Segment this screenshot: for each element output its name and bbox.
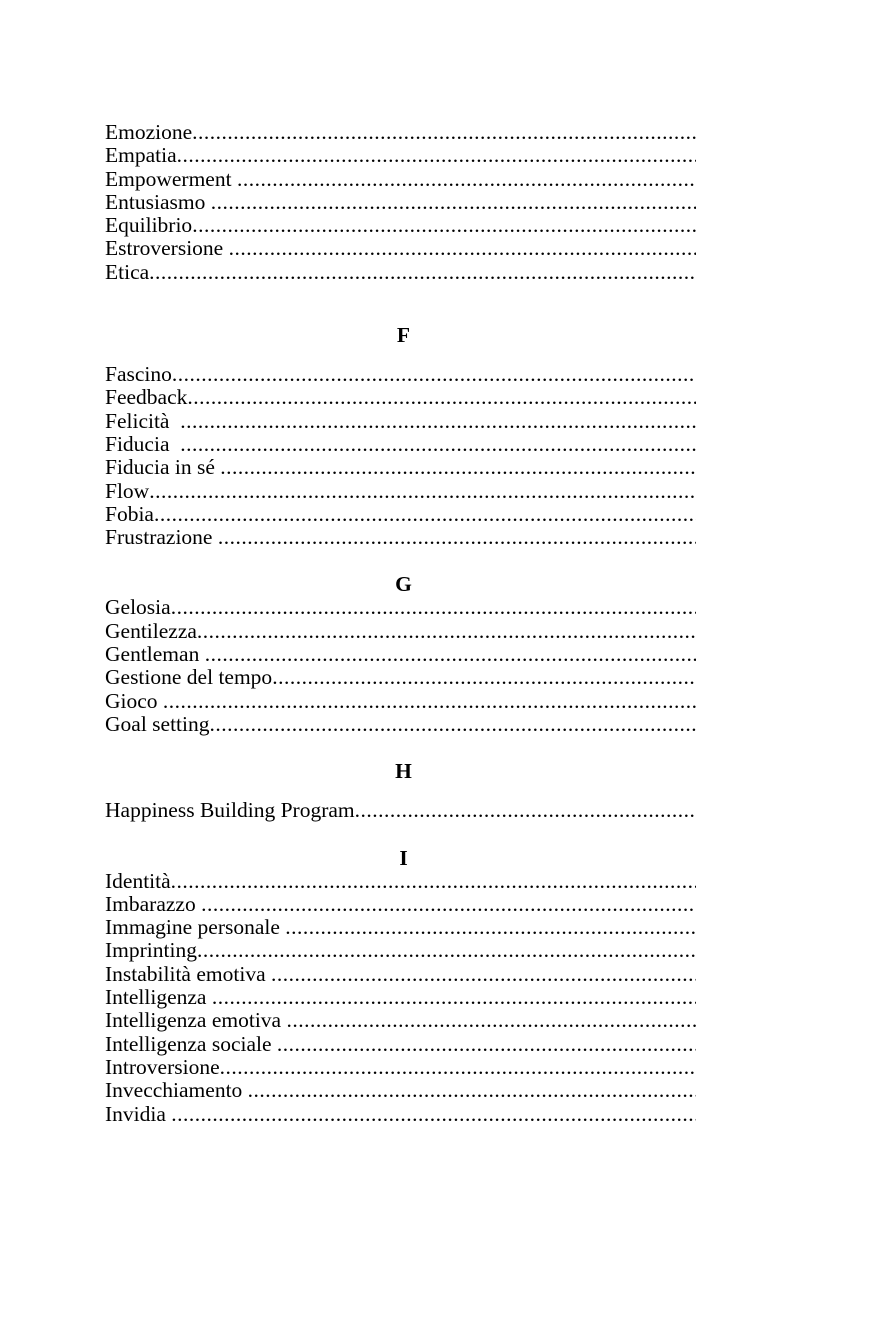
dot-leader bbox=[277, 1033, 696, 1056]
dot-leader bbox=[171, 596, 696, 619]
section-letter-heading: I bbox=[399, 845, 408, 870]
dot-leader bbox=[154, 503, 696, 526]
index-entry bbox=[105, 456, 696, 479]
entry-term: Happiness Building Program bbox=[105, 799, 355, 823]
entry-term: Fascino bbox=[105, 363, 172, 387]
entry-term: Introversione bbox=[105, 1055, 220, 1079]
index-section-h bbox=[105, 760, 696, 822]
index-entry bbox=[105, 1009, 696, 1032]
index-entry bbox=[105, 963, 696, 986]
index-entry bbox=[105, 870, 696, 893]
dot-leader bbox=[220, 456, 696, 479]
index-entry bbox=[105, 168, 696, 191]
entry-term: Invidia bbox=[105, 1102, 172, 1126]
entry-term: Instabilità emotiva bbox=[105, 962, 271, 986]
index-entry bbox=[105, 986, 696, 1009]
dot-leader bbox=[205, 643, 696, 666]
index-entry bbox=[105, 939, 696, 962]
entry-term: Gioco bbox=[105, 689, 163, 713]
index-section-g bbox=[105, 573, 696, 736]
dot-leader bbox=[171, 870, 696, 893]
entry-term: Immagine personale bbox=[105, 916, 286, 940]
dot-leader bbox=[197, 620, 696, 643]
dot-leader bbox=[180, 410, 696, 433]
dot-leader bbox=[229, 237, 696, 260]
index-entry bbox=[105, 666, 696, 689]
entry-term: Intelligenza emotiva bbox=[105, 1009, 287, 1033]
index-entry bbox=[105, 643, 696, 666]
dot-leader bbox=[220, 1056, 696, 1079]
index-entry bbox=[105, 1103, 696, 1126]
dot-leader bbox=[172, 363, 696, 386]
entry-term: Gelosia bbox=[105, 596, 171, 620]
entry-term: Imprinting bbox=[105, 939, 197, 963]
dot-leader bbox=[201, 893, 696, 916]
index-section-f bbox=[105, 324, 696, 549]
dot-leader bbox=[180, 433, 696, 456]
dot-leader bbox=[237, 168, 696, 191]
entry-term: Flow bbox=[105, 479, 150, 503]
index-entry bbox=[105, 121, 696, 144]
index-section-i bbox=[105, 847, 696, 1126]
entry-term: Fiducia in sé bbox=[105, 456, 221, 480]
entry-term: Identità bbox=[105, 869, 171, 893]
index-entry bbox=[105, 1079, 696, 1102]
entry-term: Emozione bbox=[105, 121, 193, 144]
dot-leader bbox=[197, 939, 696, 962]
index-entry bbox=[105, 480, 696, 503]
entry-term: Empatia bbox=[105, 144, 177, 168]
dot-leader bbox=[212, 986, 696, 1009]
entry-term: Felicità bbox=[105, 409, 181, 433]
dot-leader bbox=[286, 1009, 696, 1032]
entry-term: Fobia bbox=[105, 502, 154, 526]
dot-leader bbox=[149, 261, 696, 284]
dot-leader bbox=[248, 1079, 696, 1102]
dot-leader bbox=[163, 690, 696, 713]
entry-term: Entusiasmo bbox=[105, 190, 211, 214]
dot-leader bbox=[272, 666, 696, 689]
dot-leader bbox=[171, 1103, 696, 1126]
dot-leader bbox=[187, 386, 696, 409]
index-entry bbox=[105, 690, 696, 713]
entry-term: Feedback bbox=[105, 386, 188, 410]
index-entry bbox=[105, 433, 696, 456]
index-entry bbox=[105, 191, 696, 214]
index-entry bbox=[105, 144, 696, 167]
entry-term: Intelligenza bbox=[105, 986, 212, 1010]
dot-leader bbox=[192, 121, 696, 144]
index-entry bbox=[105, 237, 696, 260]
dot-leader bbox=[177, 144, 696, 167]
index-entry bbox=[105, 363, 696, 386]
index-entry bbox=[105, 386, 696, 409]
index-entry bbox=[105, 620, 696, 643]
entry-term: Gentilezza bbox=[105, 619, 197, 643]
entry-term: Invecchiamento bbox=[105, 1079, 248, 1103]
dot-leader bbox=[355, 799, 696, 822]
entry-term: Imbarazzo bbox=[105, 892, 202, 916]
entry-term: Empowerment bbox=[105, 167, 237, 191]
section-letter-heading: H bbox=[395, 759, 412, 784]
entry-term: Estroversione bbox=[105, 237, 229, 261]
index-entry bbox=[105, 916, 696, 939]
index-entry bbox=[105, 261, 696, 284]
dot-leader bbox=[149, 480, 696, 503]
dot-leader bbox=[211, 191, 696, 214]
entry-term: Equilibrio bbox=[105, 214, 193, 238]
dot-leader bbox=[218, 526, 696, 549]
section-letter-heading: F bbox=[396, 323, 411, 348]
index-entry bbox=[105, 1033, 696, 1056]
entry-term: Fiducia bbox=[105, 432, 181, 456]
section-letter-heading: G bbox=[395, 572, 412, 597]
entry-term: Frustrazione bbox=[105, 526, 218, 550]
entry-term: Etica bbox=[105, 260, 150, 284]
index-entry bbox=[105, 799, 696, 822]
index-entry bbox=[105, 596, 696, 619]
dot-leader bbox=[271, 963, 696, 986]
index-entry bbox=[105, 503, 696, 526]
dot-leader bbox=[192, 214, 696, 237]
entry-term: Gentleman bbox=[105, 643, 205, 667]
index-entry bbox=[105, 893, 696, 916]
index-entry bbox=[105, 1056, 696, 1079]
index-entry bbox=[105, 713, 696, 736]
dot-leader bbox=[210, 713, 697, 736]
index-section-e bbox=[105, 121, 696, 284]
index-entry bbox=[105, 214, 696, 237]
index-page bbox=[105, 121, 696, 1126]
dot-leader bbox=[285, 916, 696, 939]
entry-term: Intelligenza sociale bbox=[105, 1032, 277, 1056]
entry-term: Goal setting bbox=[105, 712, 210, 736]
index-entry bbox=[105, 526, 696, 549]
index-entry bbox=[105, 410, 696, 433]
entry-term: Gestione del tempo bbox=[105, 666, 273, 690]
